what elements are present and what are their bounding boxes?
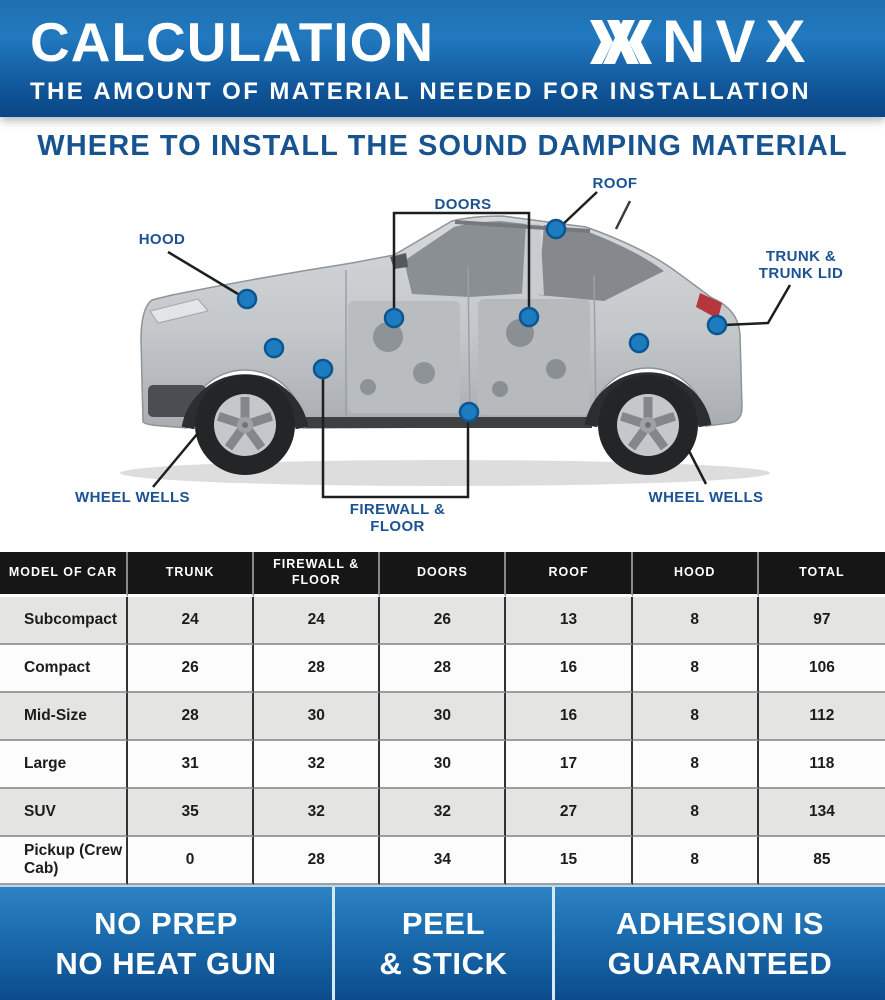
value-cell: 31 xyxy=(128,741,254,789)
model-cell: Pickup (Crew Cab) xyxy=(0,837,128,885)
model-cell: Mid-Size xyxy=(0,693,128,741)
value-cell: 26 xyxy=(380,597,506,645)
col-header-firewall-floor: FIREWALL & FLOOR xyxy=(254,552,380,597)
table-row xyxy=(0,741,885,789)
footer-peel-stick-line2: & STICK xyxy=(379,945,508,981)
value-cell: 8 xyxy=(633,789,759,837)
car-diagram xyxy=(0,175,885,552)
value-cell: 85 xyxy=(759,837,885,885)
hood-label: HOOD xyxy=(138,231,186,248)
firewall-label-line2: FLOOR xyxy=(370,518,425,536)
table-row xyxy=(0,645,885,693)
trunk-label-line2: TRUNK LID xyxy=(758,265,844,283)
table-row xyxy=(0,597,885,645)
firewall-dot-left xyxy=(314,360,332,378)
rear-door-dot xyxy=(520,308,538,326)
value-cell: 0 xyxy=(128,837,254,885)
value-cell: 28 xyxy=(380,645,506,693)
door-hole xyxy=(360,379,376,395)
rear-wheel-well-dot xyxy=(630,334,648,352)
value-cell: 16 xyxy=(506,645,632,693)
model-cell: Compact xyxy=(0,645,128,693)
trunk-label-line1: TRUNK & xyxy=(765,248,837,265)
footer-peel-stick xyxy=(332,887,555,1000)
value-cell: 32 xyxy=(254,741,380,789)
door-hole xyxy=(492,381,508,397)
rocker-trim xyxy=(306,417,592,428)
roof-label: ROOF xyxy=(592,175,638,192)
page-title: CALCULATION xyxy=(30,10,435,73)
model-cell: Subcompact xyxy=(0,597,128,645)
value-cell: 28 xyxy=(128,693,254,741)
material-table xyxy=(0,552,885,885)
wheel-wells-right-label: WHEEL WELLS xyxy=(648,489,764,506)
nvx-logo-icon xyxy=(590,20,652,64)
door-hole xyxy=(413,362,435,384)
value-cell: 16 xyxy=(506,693,632,741)
rear-wheel xyxy=(598,375,698,475)
value-cell: 28 xyxy=(254,837,380,885)
col-header-hood: HOOD xyxy=(633,552,759,597)
value-cell: 27 xyxy=(506,789,632,837)
value-cell: 97 xyxy=(759,597,885,645)
wheel-wells-left-label: WHEEL WELLS xyxy=(75,489,190,506)
value-cell: 8 xyxy=(633,597,759,645)
firewall-floor-label xyxy=(330,501,465,536)
footer-no-prep xyxy=(0,887,332,1000)
antenna xyxy=(616,201,630,229)
hood-dot xyxy=(238,290,256,308)
door-hole xyxy=(546,359,566,379)
value-cell: 30 xyxy=(380,741,506,789)
col-header-trunk: TRUNK xyxy=(128,552,254,597)
value-cell: 13 xyxy=(506,597,632,645)
col-header-total: TOTAL xyxy=(759,552,885,597)
model-cell: SUV xyxy=(0,789,128,837)
doors-label: DOORS xyxy=(434,196,492,213)
value-cell: 8 xyxy=(633,645,759,693)
trunk-dot xyxy=(708,316,726,334)
value-cell: 118 xyxy=(759,741,885,789)
nvx-brand-logo xyxy=(590,17,855,67)
value-cell: 24 xyxy=(254,597,380,645)
front-wheel xyxy=(195,375,295,475)
value-cell: 134 xyxy=(759,789,885,837)
value-cell: 26 xyxy=(128,645,254,693)
value-cell: 106 xyxy=(759,645,885,693)
front-door-dot xyxy=(385,309,403,327)
firewall-dot-right xyxy=(460,403,478,421)
value-cell: 17 xyxy=(506,741,632,789)
footer-no-prep-line1: NO PREP xyxy=(94,905,238,941)
front-wheel-well-dot xyxy=(265,339,283,357)
firewall-label-line1: FIREWALL & xyxy=(349,501,446,518)
model-cell: Large xyxy=(0,741,128,789)
value-cell: 8 xyxy=(633,693,759,741)
footer-adhesion-line2: GUARANTEED xyxy=(607,945,833,981)
col-header-doors: DOORS xyxy=(380,552,506,597)
value-cell: 30 xyxy=(254,693,380,741)
footer-banner xyxy=(0,885,885,1000)
roof-leader-line xyxy=(560,192,597,227)
value-cell: 112 xyxy=(759,693,885,741)
nvx-logo-text: NVX xyxy=(662,17,816,67)
footer-peel-stick-line1: PEEL xyxy=(401,905,486,941)
value-cell: 34 xyxy=(380,837,506,885)
header-subtitle: THE AMOUNT OF MATERIAL NEEDED FOR INSTALLATION xyxy=(30,78,812,105)
col-header-model: MODEL OF CAR xyxy=(0,552,128,597)
table-row xyxy=(0,789,885,837)
value-cell: 35 xyxy=(128,789,254,837)
value-cell: 8 xyxy=(633,837,759,885)
value-cell: 15 xyxy=(506,837,632,885)
table-header-row xyxy=(0,552,885,597)
section-title: WHERE TO INSTALL THE SOUND DAMPING MATERIAL xyxy=(37,129,848,162)
footer-adhesion xyxy=(555,887,885,1000)
value-cell: 32 xyxy=(254,789,380,837)
value-cell: 28 xyxy=(254,645,380,693)
value-cell: 32 xyxy=(380,789,506,837)
footer-adhesion-line1: ADHESION IS xyxy=(615,905,825,941)
roof-dot xyxy=(547,220,565,238)
footer-no-prep-line2: NO HEAT GUN xyxy=(55,945,277,981)
table-row xyxy=(0,693,885,741)
trunk-label xyxy=(748,248,854,283)
col-header-roof: ROOF xyxy=(506,552,632,597)
value-cell: 30 xyxy=(380,693,506,741)
value-cell: 24 xyxy=(128,597,254,645)
section-title-row xyxy=(0,117,885,175)
value-cell: 8 xyxy=(633,741,759,789)
table-row xyxy=(0,837,885,885)
header-banner xyxy=(0,0,885,117)
